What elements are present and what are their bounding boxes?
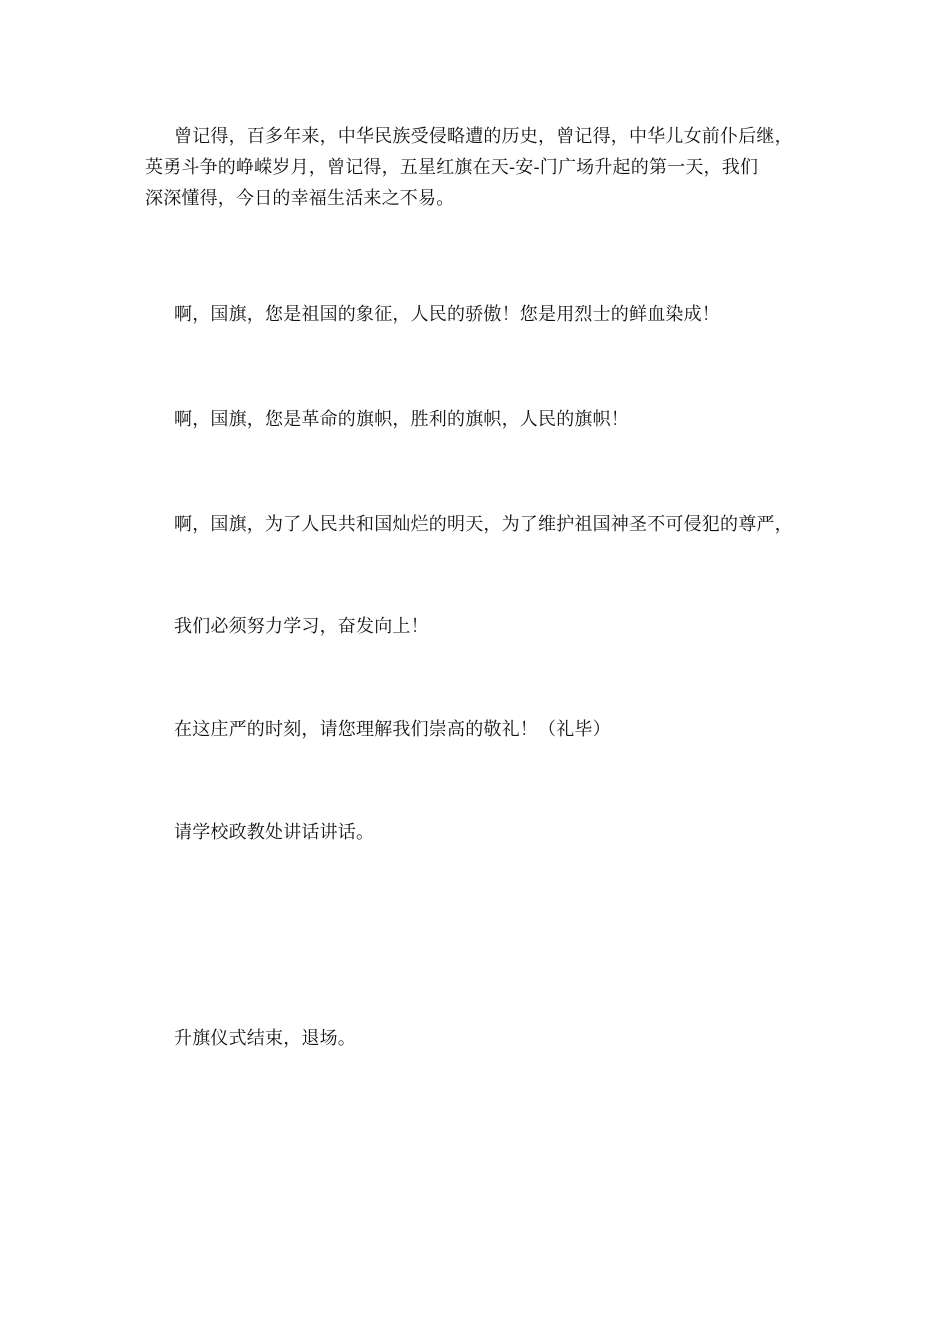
paragraph-flag-banner: 啊，国旗，您是革命的旗帜，胜利的旗帜，人民的旗帜！ xyxy=(174,409,629,430)
paragraph-speech: 请学校政教处讲话讲话。 xyxy=(174,822,375,843)
paragraph-flag-future: 啊，国旗，为了人民共和国灿烂的明天，为了维护祖国神圣不可侵犯的尊严， xyxy=(174,514,793,535)
intro-line-2: 英勇斗争的峥嵘岁月，曾记得，五星红旗在天-安-门广场升起的第一天，我们 xyxy=(145,157,759,178)
paragraph-study-hard: 我们必须努力学习，奋发向上！ xyxy=(174,616,429,637)
paragraph-flag-symbol: 啊，国旗，您是祖国的象征，人民的骄傲！您是用烈士的鲜血染成！ xyxy=(174,304,720,325)
intro-line-3: 深深懂得，今日的幸福生活来之不易。 xyxy=(145,188,455,209)
intro-paragraph xyxy=(145,121,825,214)
paragraph-salute: 在这庄严的时刻，请您理解我们崇高的敬礼！（礼毕） xyxy=(174,719,611,740)
intro-line-1: 曾记得，百多年来，中华民族受侵略遭的历史，曾记得，中华儿女前仆后继， xyxy=(174,126,793,147)
paragraph-ceremony-end: 升旗仪式结束，退场。 xyxy=(174,1028,356,1049)
